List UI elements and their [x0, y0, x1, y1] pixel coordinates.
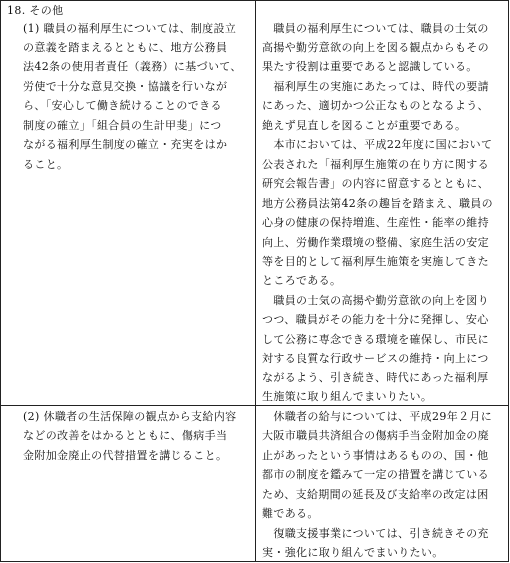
response-1-line: ところである。: [262, 274, 342, 287]
response-2-line: 実・強化に取り組んでまいりたい。: [262, 546, 444, 559]
section-heading: 18. その他: [7, 4, 64, 17]
request-2-line: 金附加金廃止の代替措置を講じること。: [23, 449, 228, 462]
row-divider: [1, 405, 509, 406]
response-2-line: 復職支援事業については、引き続きその充: [262, 527, 489, 540]
response-2-line: 止があったという事情はあるものの、国・他: [262, 449, 489, 462]
response-2-line: 都市の制度を鑑みて一定の措置を講じている: [262, 468, 489, 481]
response-1-line: 福利厚生の実施にあたっては、時代の要請: [262, 80, 489, 93]
response-1-line: ながるよう、引き続き、時代にあった福利厚: [262, 371, 489, 384]
request-1-line: ら、「安心して働き続けることのできる: [23, 99, 222, 112]
response-1-line: 絶えず見直しを図ることが重要である。: [262, 119, 467, 132]
request-1-line: 制度の確立」「組合員の生計甲斐」につ: [23, 119, 222, 132]
response-1-line: して公務に専念できる環境を確保し、市民に: [262, 333, 489, 346]
request-2-line: (2) 休職者の生活保障の観点から支給内容: [23, 410, 237, 423]
request-1-line: 法42条の使用者責任（義務）に基づいて、: [23, 60, 242, 73]
response-1-line: 対する良質な行政サービスの維持・向上につ: [262, 352, 489, 365]
request-1-line: の意義を踏まえるとともに、地方公務員: [23, 41, 228, 54]
response-2-line: ため、支給期間の延長及び支給率の改定は困: [262, 488, 489, 501]
response-1-line: 本市においては、平成22年度に国において: [262, 138, 493, 151]
response-2-line: 難である。: [262, 507, 319, 520]
response-1-line: 向上、労働作業環境の整備、家庭生活の安定: [262, 236, 489, 249]
request-2-line: などの改善をはかるとともに、傷病手当: [23, 429, 228, 442]
request-1-line: (1) 職員の福利厚生については、制度設立: [23, 22, 237, 35]
response-1-line: 高揚や勤労意欲の向上を図る観点からもその: [262, 41, 489, 54]
response-1-line: 職員の福利厚生については、職員の士気の: [262, 22, 489, 35]
response-1-line: 研究会報告書」の内容に留意するとともに、: [262, 177, 489, 190]
request-1-line: 労使で十分な意見交換・協議を行いなが: [23, 80, 228, 93]
column-divider: [255, 1, 256, 562]
response-2-line: 休職者の給与については、平成29年２月に: [262, 410, 493, 423]
response-1-line: 生施策に取り組んでまいりたい。: [262, 390, 433, 403]
response-1-line: 地方公務員法第42条の趣旨を踏まえ、職員の: [262, 197, 494, 210]
response-1-line: にあった、適切かつ公正なものとなるよう、: [262, 99, 489, 112]
response-1-line: 公表された「福利厚生施策の在り方に関する: [262, 158, 489, 171]
response-1-line: 職員の士気の高揚や勤労意欲の向上を図り: [262, 294, 489, 307]
response-1-line: 心身の健康の保持増進、生産性・能率の維持: [262, 216, 489, 229]
response-1-line: 等を目的として福利厚生施策を実施してきた: [262, 255, 489, 268]
response-1-line: つつ、職員がその能力を十分に発揮し、安心: [262, 313, 489, 326]
request-1-line: ること。: [23, 158, 69, 171]
request-1-line: ながる福利厚生制度の確立・充実をはか: [23, 138, 228, 151]
response-1-line: 果たす役割は重要であると認識している。: [262, 60, 478, 73]
response-2-line: 大阪市職員共済組合の傷病手当金附加金の廃: [262, 429, 489, 442]
